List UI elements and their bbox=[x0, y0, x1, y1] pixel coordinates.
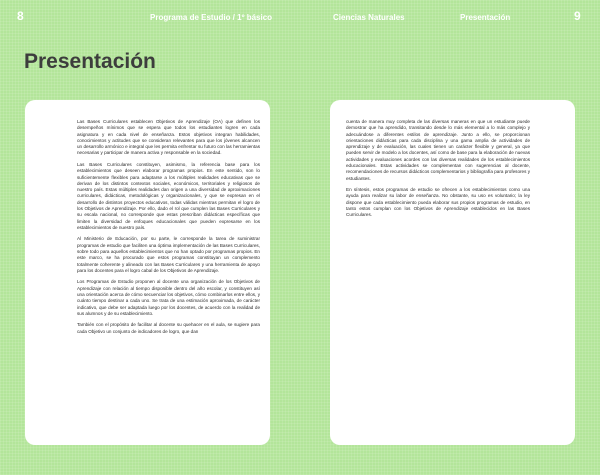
page-title: Presentación bbox=[24, 50, 156, 73]
paragraph: Al Ministerio de Educación, por su parte, le corresponde la tarea de suministrar programas de estudio que faciliten una óptima implementación de las Bases Curriculares, sobre todo para aquellos establecimientos que no han optado por programas propios. En este marco, se ha procurado que estos programas constituyan un complemento totalmente coherente y alineado con las Bases Curriculares y una herramienta de apoyo para los docentes para el logro cabal de los Objetivos de Aprendizaje. bbox=[77, 236, 260, 273]
paragraph: También con el propósito de facilitar al docente su quehacer en el aula, se sugiere para cada Objetivo un conjunto de indicadores de logro, que dan bbox=[77, 322, 260, 334]
header-section: Presentación bbox=[460, 13, 511, 22]
header-subject: Ciencias Naturales bbox=[333, 13, 405, 22]
left-page-card bbox=[25, 100, 270, 445]
right-page-card bbox=[330, 100, 575, 445]
paragraph: Las Bases Curriculares establecen Objetivos de Aprendizaje (OA) que definen los desempeños mínimos que se espera que todos los estudiantes logren en cada asignatura y en cada nivel de enseñanza. Estos objetivos integran habilidades, conocimientos y actitudes que se consideran relevantes para que los jóvenes alcancen un desarrollo armónico e integral que les permita enfrentar su futuro con las herramientas necesarias y participar de manera activa y responsable en la sociedad. bbox=[77, 119, 260, 156]
paragraph: Los Programas de Estudio proponen al docente una organización de los Objetivos de Aprendizaje con relación al tiempo disponible dentro del año escolar, y constituyen así una orientación acerca de cómo secuenciar los objetivos, cómo combinarlos entre ellos, y cuánto tiempo destinar a cada uno. Se trata de una estimación aproximada, de carácter indicativo, que debe ser adaptada luego por los docentes, de acuerdo con la realidad de sus alumnos y de su establecimiento. bbox=[77, 279, 260, 316]
header-course: Programa de Estudio / 1º básico bbox=[150, 13, 273, 22]
page-number-right: 9 bbox=[574, 9, 581, 23]
paragraph: cuenta de manera muy completa de las diversas maneras en que un estudiante puede demostrar que ha aprendido, transitando desde lo más elemental a lo más complejo y adecuándose a diferentes estilos de aprendizaje. Junto a ello, se proporcionan orientaciones didácticas para cada disciplina y una gama amplia de actividades de aprendizaje y de evaluación, las cuales tienen un carácter flexible y general, ya que pueden servir de modelo a los docentes, así como de base para la elaboración de nuevas actividades y evaluaciones acordes con las diversas realidades de los establecimientos educacionales. Estas actividades se complementan con sugerencias al docente, recomendaciones de recursos didácticos complementarios y bibliografía para profesores y estudiantes. bbox=[346, 119, 530, 181]
right-page-body bbox=[346, 119, 530, 224]
left-page-body bbox=[77, 119, 260, 340]
paragraph: En síntesis, estos programas de estudio se ofrecen a los establecimientos como una ayuda para realizar su labor de enseñanza. No obstante, su uso es voluntario; la ley dispone que cada establecimiento pueda elaborar sus propios programas de estudio, en tanto estos cumplan con los Objetivos de Aprendizaje establecidos en las Bases Curriculares. bbox=[346, 187, 530, 218]
page-number-left: 8 bbox=[17, 9, 24, 23]
paragraph: Las Bases Curriculares constituyen, asimismo, la referencia base para los establecimientos que deseen elaborar programas propios. En este sentido, son lo suficientemente flexibles para adaptarse a los múltiples realidades educativas que se derivan de los distintos contextos sociales, económicos, territoriales y religiosos de nuestro país. Estas múltiples realidades dan origen a una diversidad de aproximaciones curriculares, didácticas, metodológicas y organizacionales, y que se expresan en el desarrollo de distintos proyectos educativos, todas válidas mientras permitan el logro de los Objetivos de Aprendizaje. Por ello, dado el rol que cumplen las Bases Curriculares y su escala nacional, no corresponde que estas prescriban didácticas específicas que limiten la diversidad de enfoques educacionales que pueden expresarse en los establecimientos de nuestro país. bbox=[77, 161, 260, 230]
